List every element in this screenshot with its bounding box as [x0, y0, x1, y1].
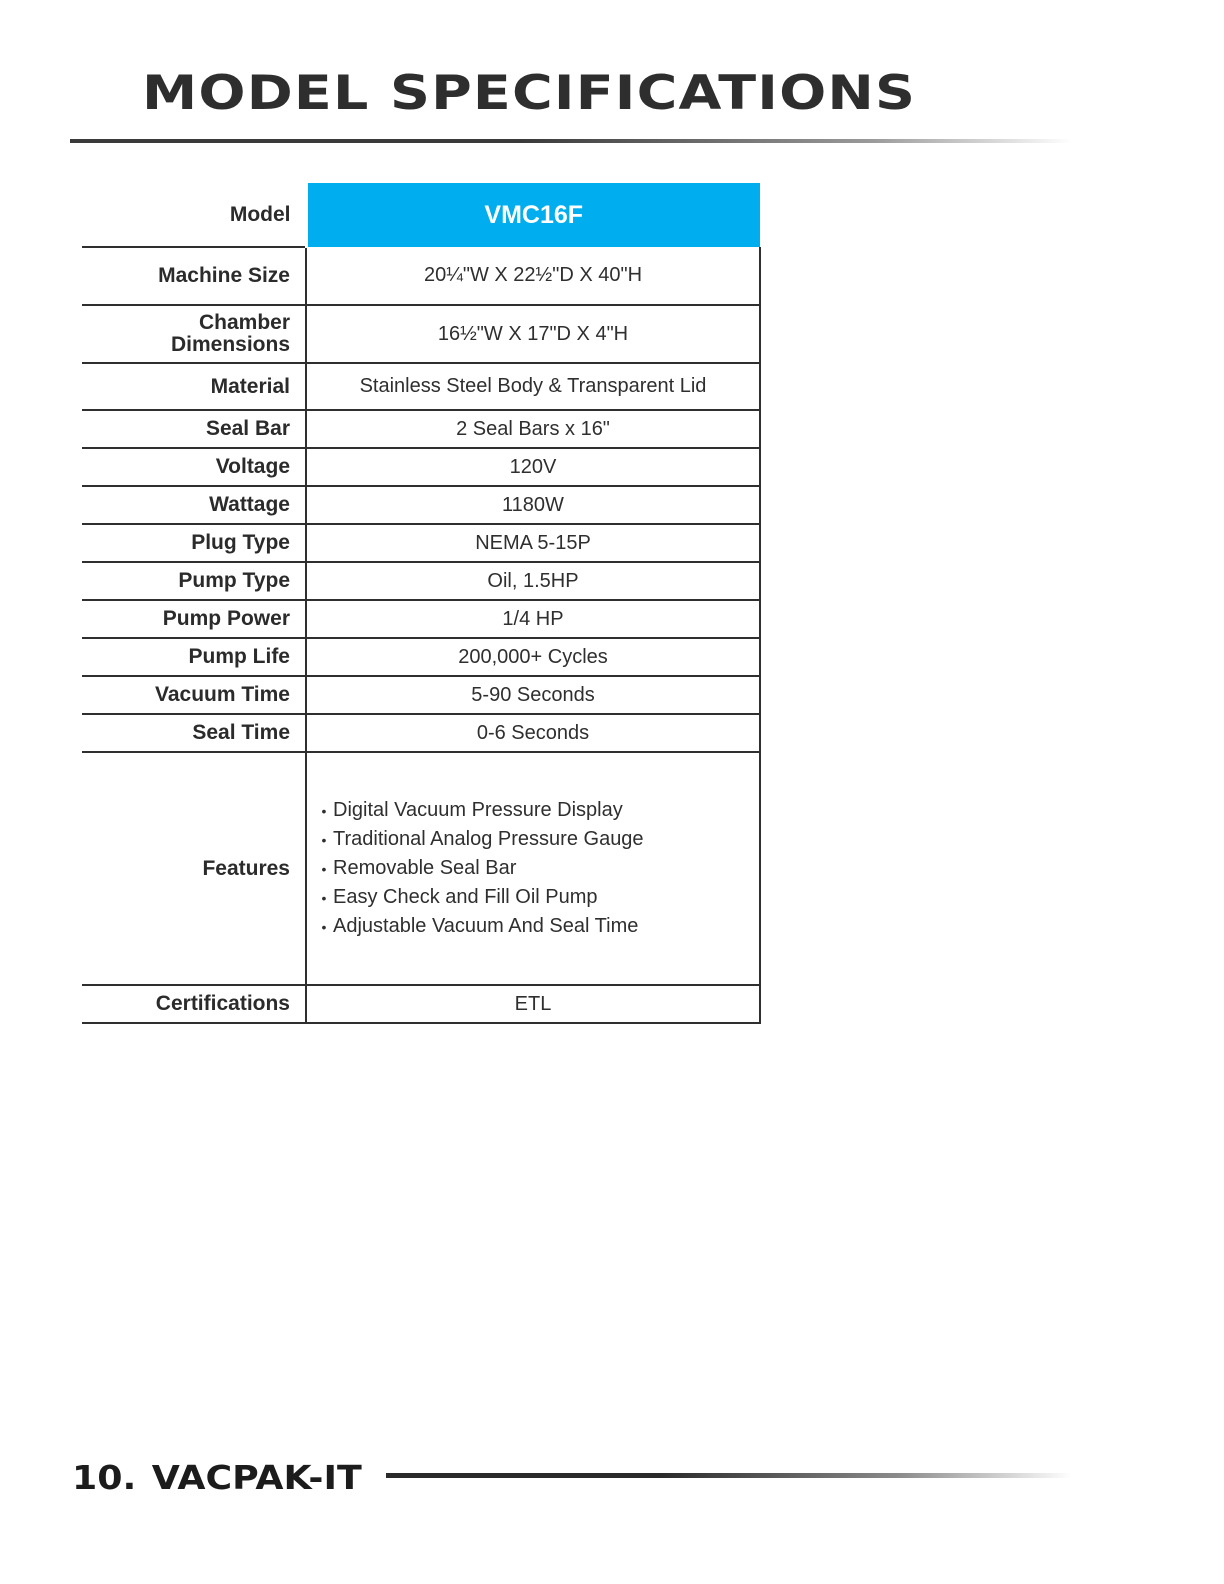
table-row — [82, 448, 760, 486]
feature-text: Traditional Analog Pressure Gauge — [333, 828, 644, 850]
model-label: Model — [82, 183, 306, 247]
bullet-icon: • — [321, 919, 327, 935]
row-value: 120V — [306, 448, 760, 486]
row-value: 200,000+ Cycles — [306, 638, 760, 676]
list-item — [315, 912, 759, 941]
feature-text: Removable Seal Bar — [333, 857, 517, 879]
row-label: Vacuum Time — [82, 676, 306, 714]
row-value: Oil, 1.5HP — [306, 562, 760, 600]
row-value: 1180W — [306, 486, 760, 524]
model-value: VMC16F — [306, 183, 760, 247]
row-label: Pump Life — [82, 638, 306, 676]
feature-text: Digital Vacuum Pressure Display — [333, 799, 623, 821]
row-label: Machine Size — [82, 247, 306, 305]
features-value — [306, 752, 760, 985]
row-label: Seal Bar — [82, 410, 306, 448]
page-number: 10. — [72, 1458, 137, 1497]
table-row — [82, 600, 760, 638]
row-label: Chamber Dimensions — [82, 305, 306, 363]
certifications-row — [82, 985, 760, 1023]
table-row — [82, 638, 760, 676]
title-divider — [70, 139, 1072, 143]
list-item — [315, 825, 759, 854]
row-value: 16½"W X 17"D X 4"H — [306, 305, 760, 363]
features-label: Features — [82, 752, 306, 985]
features-row — [82, 752, 760, 985]
table-row — [82, 524, 760, 562]
row-value: Stainless Steel Body & Transparent Lid — [306, 363, 760, 410]
row-value: 5-90 Seconds — [306, 676, 760, 714]
list-item — [315, 883, 759, 912]
list-item — [315, 796, 759, 825]
row-label: Voltage — [82, 448, 306, 486]
table-row — [82, 714, 760, 752]
table-row — [82, 363, 760, 410]
footer-brand — [72, 1456, 362, 1500]
table-row — [82, 486, 760, 524]
row-label: Material — [82, 363, 306, 410]
page-title: MODEL SPECIFICATIONS — [142, 66, 917, 121]
row-label: Pump Power — [82, 600, 306, 638]
spec-table — [82, 183, 761, 1024]
certifications-value: ETL — [306, 985, 760, 1023]
bullet-icon: • — [321, 890, 327, 906]
brand-logo-text: VACPAK-IT — [151, 1458, 362, 1497]
feature-text: Easy Check and Fill Oil Pump — [333, 886, 598, 908]
row-label: Wattage — [82, 486, 306, 524]
table-row — [82, 562, 760, 600]
features-list — [315, 796, 759, 941]
row-label: Plug Type — [82, 524, 306, 562]
table-row — [82, 305, 760, 363]
bullet-icon: • — [321, 861, 327, 877]
bullet-icon: • — [321, 832, 327, 848]
row-label: Pump Type — [82, 562, 306, 600]
model-row — [82, 183, 760, 247]
row-label: Seal Time — [82, 714, 306, 752]
table-row — [82, 410, 760, 448]
row-value: 1/4 HP — [306, 600, 760, 638]
feature-text: Adjustable Vacuum And Seal Time — [333, 915, 639, 937]
table-row — [82, 676, 760, 714]
list-item — [315, 854, 759, 883]
table-row — [82, 247, 760, 305]
row-value: NEMA 5-15P — [306, 524, 760, 562]
bullet-icon: • — [321, 803, 327, 819]
row-value: 20¼"W X 22½"D X 40"H — [306, 247, 760, 305]
footer-divider — [386, 1473, 1072, 1478]
row-value: 2 Seal Bars x 16" — [306, 410, 760, 448]
certifications-label: Certifications — [82, 985, 306, 1023]
row-value: 0-6 Seconds — [306, 714, 760, 752]
